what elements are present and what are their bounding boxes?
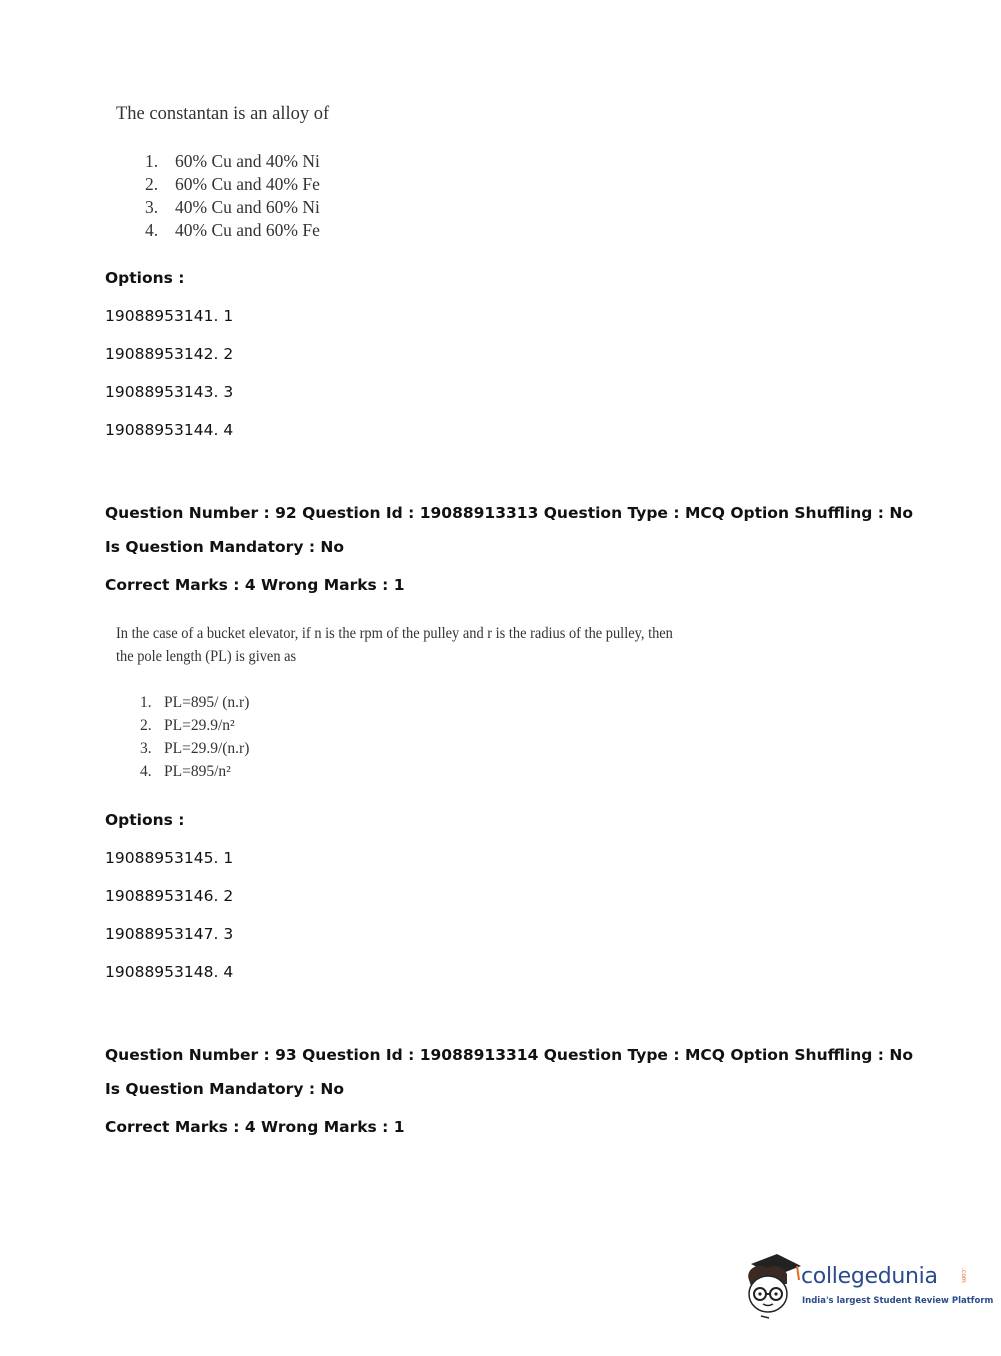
choice-item [145, 196, 329, 219]
choice-number: 3. [140, 740, 152, 757]
choice-text: 40% Cu and 60% Ni [175, 197, 320, 217]
choice-text: PL=29.9/(n.r) [164, 740, 250, 757]
choice-text: 60% Cu and 40% Fe [175, 174, 320, 194]
option-id: 19088953147. 3 [105, 925, 234, 943]
option-id: 19088953148. 4 [105, 963, 234, 981]
question-91-image [116, 103, 329, 242]
choice-item [145, 150, 329, 173]
options-label: Options : [105, 811, 185, 829]
option-id: 19088953143. 3 [105, 383, 234, 401]
option-id: 19088953145. 1 [105, 849, 234, 867]
choice-text: PL=895/ (n.r) [164, 694, 250, 711]
question-header: Question Number : 93 Question Id : 19088913314 Question Type : MCQ Option Shuffling : No [105, 1046, 913, 1064]
option-id: 19088953142. 2 [105, 345, 234, 363]
choice-number: 2. [145, 174, 159, 194]
choice-item [140, 760, 756, 783]
logo-wordmark: collegedunia [801, 1264, 938, 1289]
choice-text: PL=29.9/n² [164, 717, 235, 734]
choice-number: 4. [145, 220, 159, 240]
logo-dotcom: .com [960, 1268, 967, 1283]
choice-text: 40% Cu and 60% Fe [175, 220, 320, 240]
choice-item [145, 219, 329, 242]
option-id: 19088953141. 1 [105, 307, 234, 325]
choice-list [145, 150, 329, 242]
marks-line: Correct Marks : 4 Wrong Marks : 1 [105, 576, 405, 594]
choice-item [140, 691, 756, 714]
choice-item [140, 737, 756, 760]
choice-number: 3. [145, 197, 159, 217]
choice-item [145, 173, 329, 196]
option-id: 19088953144. 4 [105, 421, 234, 439]
question-92-image [116, 622, 756, 783]
choice-list [140, 691, 756, 783]
choice-item [140, 714, 756, 737]
mandatory-line: Is Question Mandatory : No [105, 1080, 345, 1098]
options-label: Options : [105, 269, 185, 287]
graduate-mascot-icon [743, 1250, 803, 1320]
choice-text: PL=895/n² [164, 763, 231, 780]
collegedunia-logo [743, 1250, 994, 1320]
question-stem: The constantan is an alloy of [116, 104, 330, 124]
question-header: Question Number : 92 Question Id : 19088913313 Question Type : MCQ Option Shuffling : No [105, 504, 913, 522]
option-id: 19088953146. 2 [105, 887, 234, 905]
choice-number: 2. [140, 717, 152, 734]
question-stem-line: the pole length (PL) is given as [116, 648, 297, 665]
question-stem-line: In the case of a bucket elevator, if n is the rpm of the pulley and r is the radius of the pulley, then [116, 625, 673, 642]
choice-number: 4. [140, 763, 152, 780]
marks-line: Correct Marks : 4 Wrong Marks : 1 [105, 1118, 405, 1136]
logo-tagline: India's largest Student Review Platform [802, 1296, 994, 1306]
choice-number: 1. [145, 151, 159, 171]
choice-text: 60% Cu and 40% Ni [175, 151, 320, 171]
choice-number: 1. [140, 694, 152, 711]
mandatory-line: Is Question Mandatory : No [105, 538, 345, 556]
